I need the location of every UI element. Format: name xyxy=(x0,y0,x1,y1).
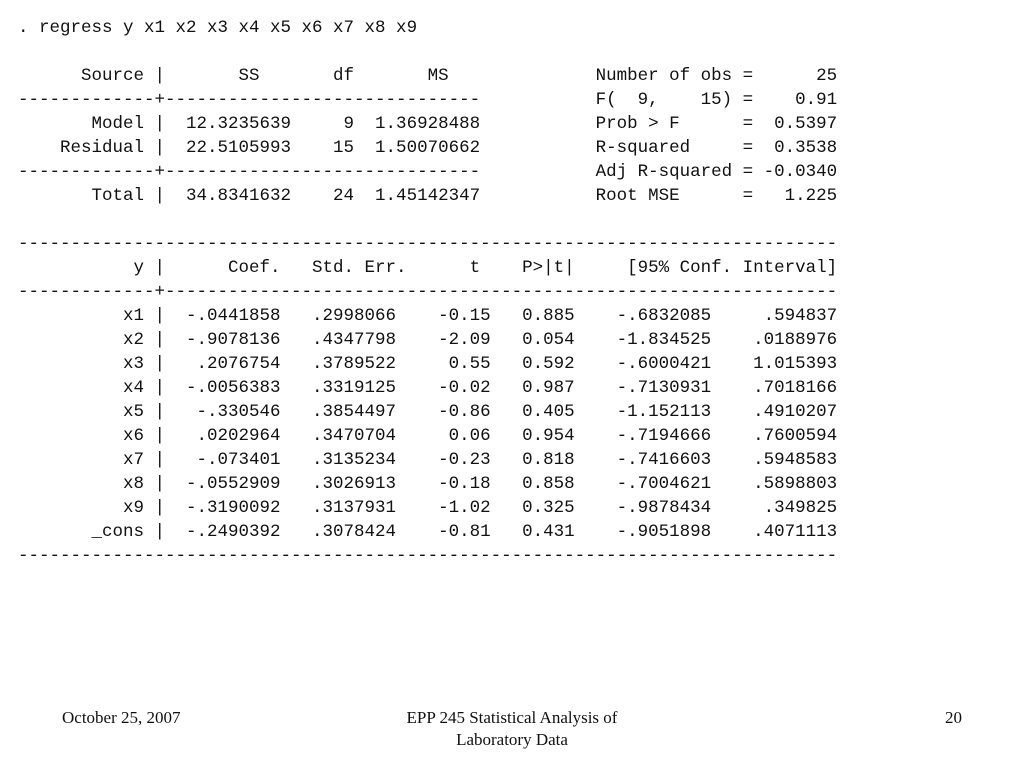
blank-line xyxy=(18,208,837,232)
coef-row-x5: x5 | -.330546 .3854497 -0.86 0.405 -1.152113 .4910207 xyxy=(18,402,838,422)
anova-separator: -------------+------------------------------ Adj R-squared = -0.0340 xyxy=(18,162,838,182)
coef-row-x7: x7 | -.073401 .3135234 -0.23 0.818 -.7416603 .5948583 xyxy=(18,450,838,470)
coef-row-x8: x8 | -.0552909 .3026913 -0.18 0.858 -.7004621 .5898803 xyxy=(18,474,838,494)
command-line: . regress y x1 x2 x3 x4 x5 x6 x7 x8 x9 xyxy=(18,18,418,38)
regression-output xyxy=(18,16,837,568)
footer-title-line-1: EPP 245 Statistical Analysis of xyxy=(406,708,618,727)
blank-line xyxy=(18,40,837,64)
coef-row-x2: x2 | -.9078136 .4347798 -2.09 0.054 -1.834525 .0188976 xyxy=(18,330,838,350)
coef-row-x3: x3 | .2076754 .3789522 0.55 0.592 -.6000421 1.015393 xyxy=(18,354,838,374)
page-number: 20 xyxy=(945,708,962,727)
coef-table-header: y | Coef. Std. Err. t P>|t| [95% Conf. Interval] xyxy=(18,258,838,278)
anova-residual-row: Residual | 22.5105993 15 1.50070662 R-squared = 0.3538 xyxy=(18,138,838,158)
coef-row-x9: x9 | -.3190092 .3137931 -1.02 0.325 -.9878434 .349825 xyxy=(18,498,838,518)
coef-row-x4: x4 | -.0056383 .3319125 -0.02 0.987 -.7130931 .7018166 xyxy=(18,378,838,398)
coef-row-x1: x1 | -.0441858 .2998066 -0.15 0.885 -.6832085 .594837 xyxy=(18,306,838,326)
footer-date: October 25, 2007 xyxy=(62,708,181,727)
anova-total-row: Total | 34.8341632 24 1.45142347 Root MSE = 1.225 xyxy=(18,186,838,206)
anova-model-row: Model | 12.3235639 9 1.36928488 Prob > F = 0.5397 xyxy=(18,114,838,134)
anova-separator: -------------+------------------------------ F( 9, 15) = 0.91 xyxy=(18,90,838,110)
coef-table-bottom-rule: ------------------------------------------------------------------------------ xyxy=(18,546,838,566)
footer-title-line-2: Laboratory Data xyxy=(456,730,568,749)
footer-title xyxy=(312,707,712,751)
coef-table-separator: -------------+---------------------------------------------------------------- xyxy=(18,282,838,302)
anova-header-row: Source | SS df MS Number of obs = 25 xyxy=(18,66,838,86)
coef-row-cons: _cons | -.2490392 .3078424 -0.81 0.431 -.9051898 .4071113 xyxy=(18,522,838,542)
coef-row-x6: x6 | .0202964 .3470704 0.06 0.954 -.7194666 .7600594 xyxy=(18,426,838,446)
coef-table-top-rule: ------------------------------------------------------------------------------ xyxy=(18,234,838,254)
